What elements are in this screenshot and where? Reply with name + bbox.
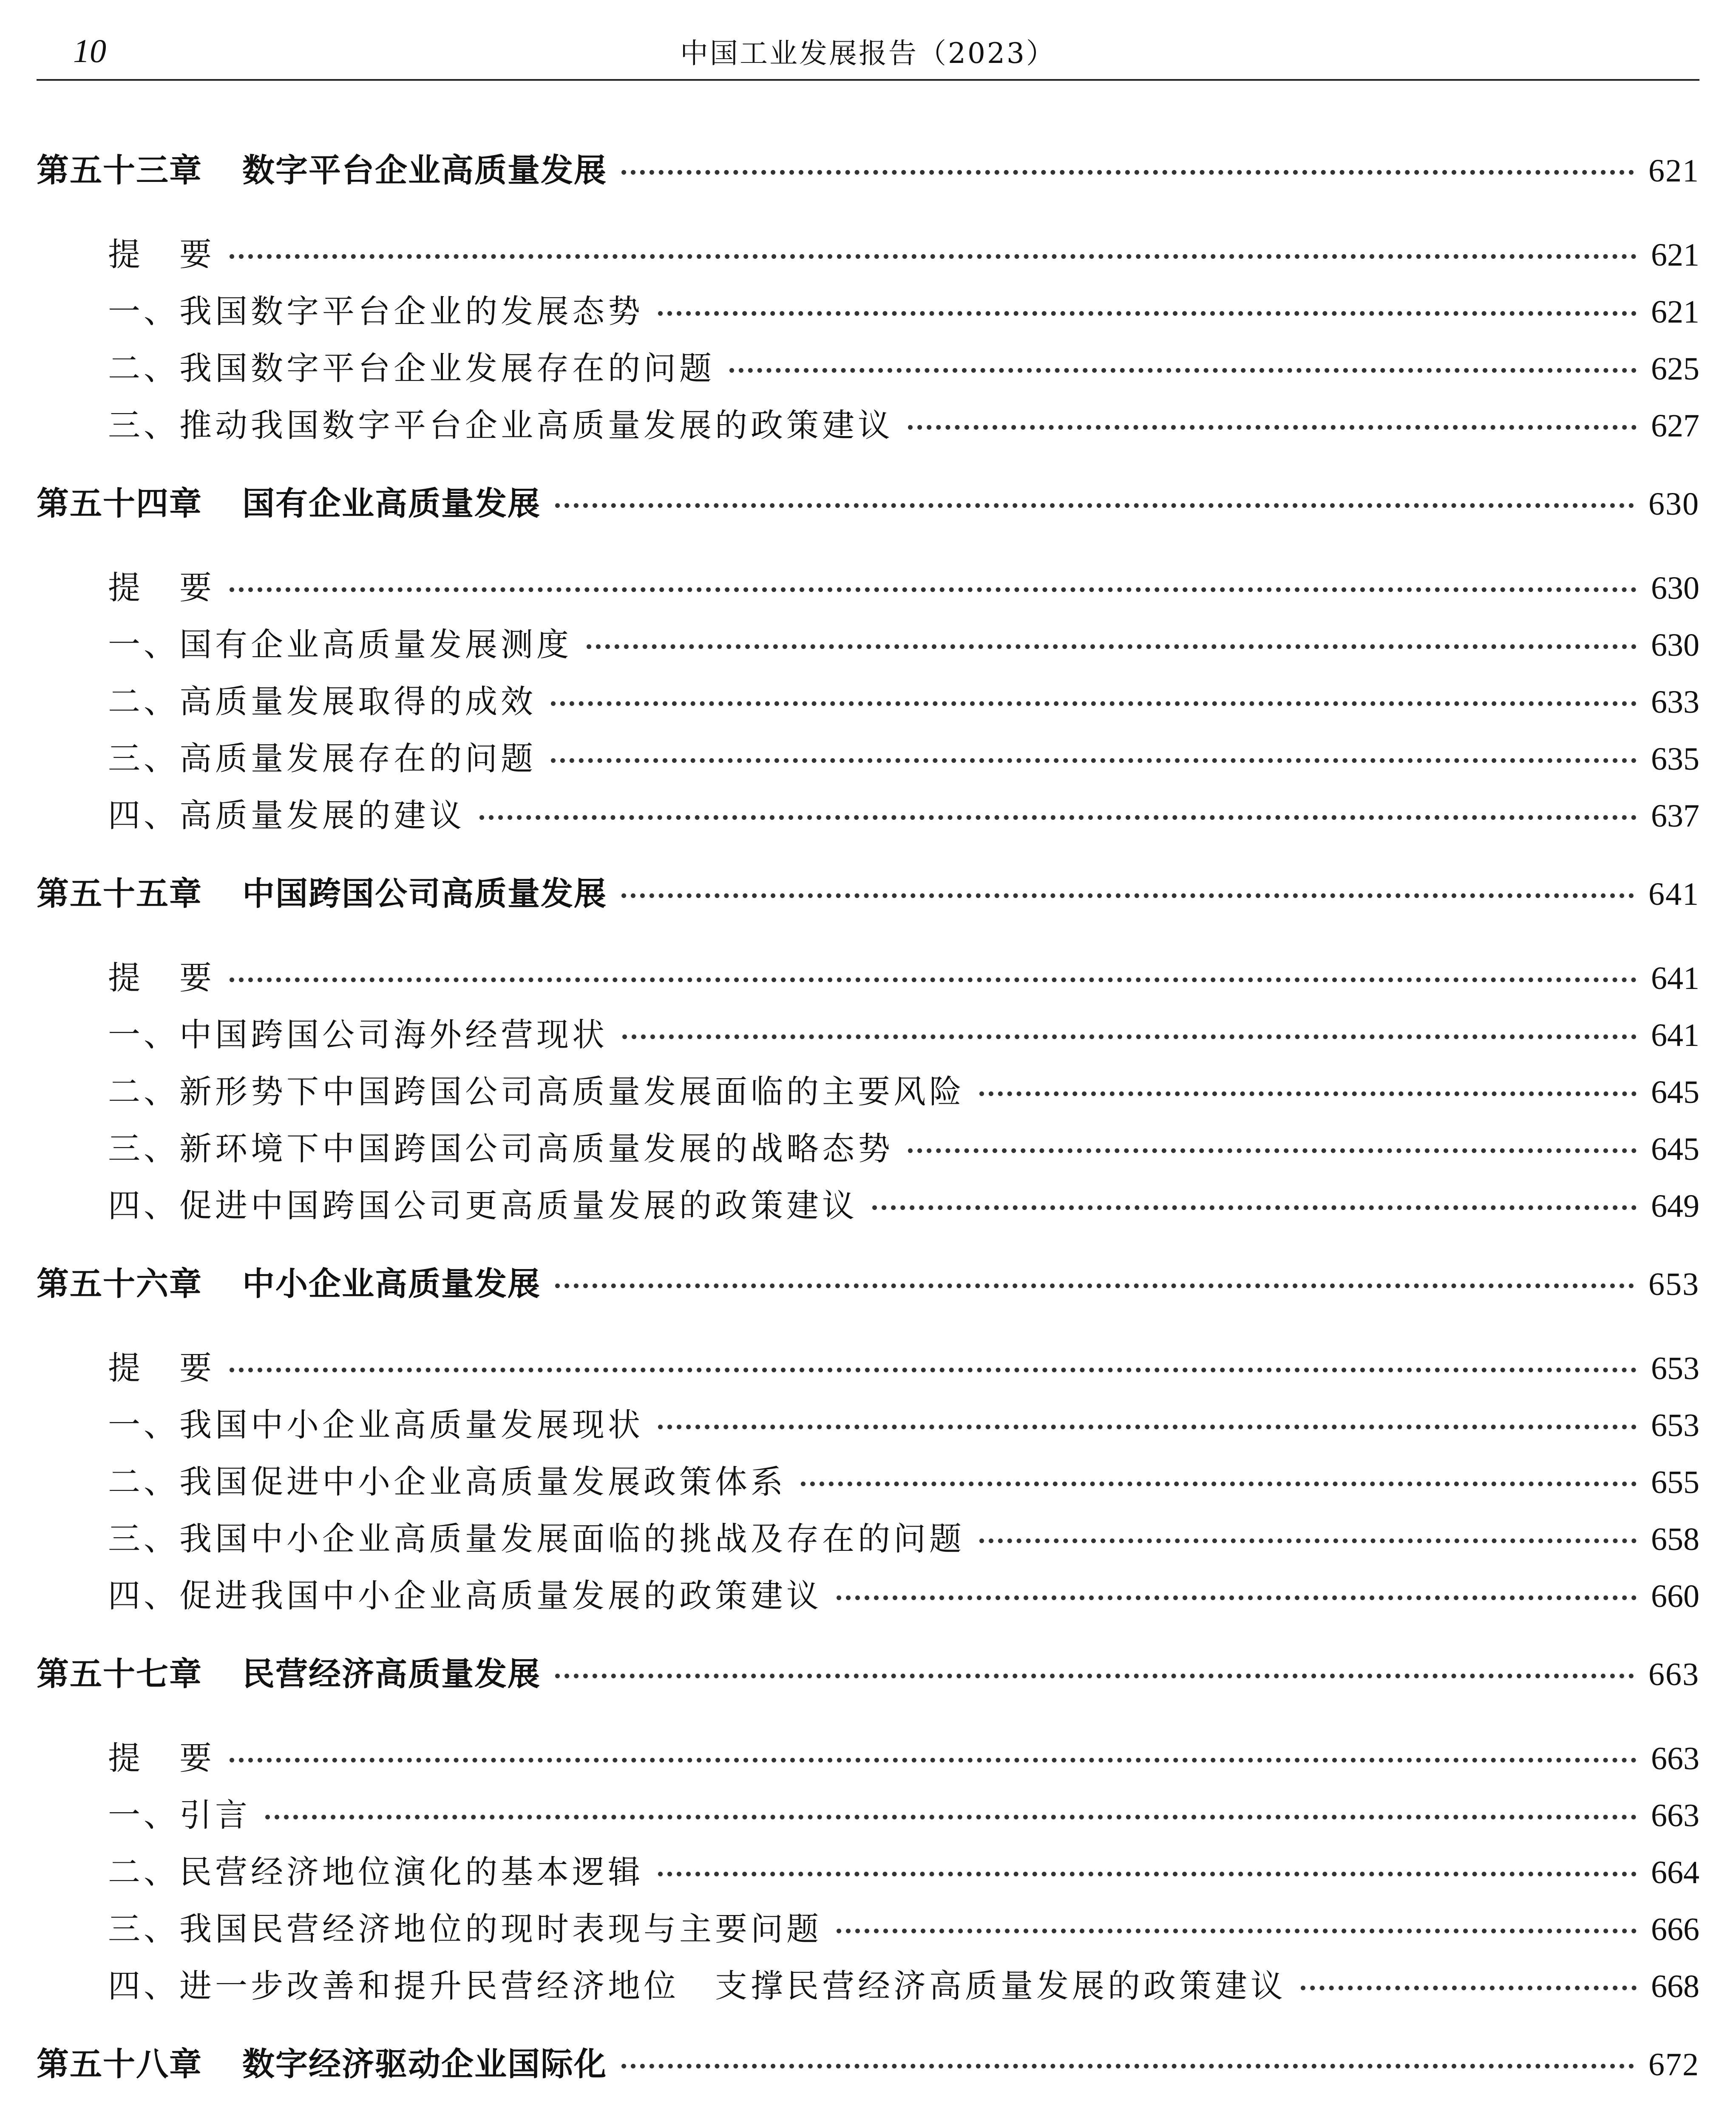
section-title: 提 要	[108, 569, 215, 606]
section-entry[interactable]	[37, 1456, 1699, 1513]
chapter-entry[interactable]	[37, 868, 1699, 923]
chapter-page-number: 630	[1648, 486, 1699, 522]
dot-leader	[658, 1425, 1637, 1429]
section-entry[interactable]	[37, 229, 1699, 286]
dot-leader	[872, 1205, 1637, 1210]
chapter-number: 第五十五章	[37, 875, 202, 912]
section-page-number: 653	[1651, 1351, 1699, 1386]
section-entry[interactable]	[37, 733, 1699, 790]
section-page-number: 663	[1651, 1741, 1699, 1776]
section-title: 提 要	[108, 1349, 215, 1387]
section-entry[interactable]	[37, 1570, 1699, 1627]
chapter-number: 第五十三章	[37, 151, 202, 189]
chapter-page-number: 653	[1648, 1266, 1699, 1302]
running-title: 中国工业发展报告（2023）	[680, 37, 1056, 70]
dot-leader	[230, 254, 1637, 259]
section-page-number: 663	[1651, 1798, 1699, 1833]
chapter-entry[interactable]	[37, 478, 1699, 533]
chapter-title: 中国跨国公司高质量发展	[242, 875, 607, 912]
toc-chapter	[37, 478, 1699, 847]
dot-leader	[837, 1929, 1637, 1933]
section-title: 一、中国跨国公司海外经营现状	[108, 1016, 608, 1054]
chapter-number: 第五十六章	[37, 1265, 202, 1303]
section-title: 提 要	[108, 959, 215, 997]
chapter-heading	[37, 1648, 541, 1694]
chapter-number: 第五十八章	[37, 2045, 202, 2083]
dot-leader	[837, 1595, 1637, 1600]
section-entry[interactable]	[37, 1903, 1699, 1960]
section-title: 四、促进我国中小企业高质量发展的政策建议	[108, 1577, 822, 1615]
chapter-heading	[37, 868, 607, 914]
section-page-number: 641	[1651, 960, 1699, 996]
chapter-entry[interactable]	[37, 1648, 1699, 1703]
chapter-title: 数字平台企业高质量发展	[242, 151, 607, 189]
section-page-number: 655	[1651, 1465, 1699, 1500]
chapter-page-number: 672	[1648, 2047, 1699, 2082]
dot-leader	[555, 1674, 1634, 1678]
chapter-entry[interactable]	[37, 2038, 1699, 2094]
section-page-number: 660	[1651, 1578, 1699, 1614]
section-page-number: 664	[1651, 1855, 1699, 1890]
dot-leader	[479, 815, 1637, 820]
section-list	[37, 2122, 1699, 2125]
section-title: 二、我国数字平台企业发展存在的问题	[108, 349, 715, 387]
table-of-contents	[37, 144, 1699, 2125]
section-title: 四、高质量发展的建议	[108, 796, 465, 834]
section-page-number: 637	[1651, 798, 1699, 834]
section-page-number: 645	[1651, 1131, 1699, 1167]
section-page-number: 635	[1651, 741, 1699, 777]
toc-chapter	[37, 144, 1699, 456]
chapter-page-number: 621	[1648, 153, 1699, 189]
section-title: 四、进一步改善和提升民营经济地位 支撑民营经济高质量发展的政策建议	[108, 1967, 1286, 2005]
chapter-page-number: 663	[1648, 1657, 1699, 1692]
section-page-number: 641	[1651, 1017, 1699, 1053]
section-entry[interactable]	[37, 286, 1699, 343]
section-entry[interactable]	[37, 400, 1699, 456]
dot-leader	[555, 1284, 1634, 1288]
section-list	[37, 229, 1699, 456]
section-entry[interactable]	[37, 2122, 1699, 2125]
section-title: 三、新环境下中国跨国公司高质量发展的战略态势	[108, 1130, 894, 1167]
section-entry[interactable]	[37, 1732, 1699, 1789]
section-entry[interactable]	[37, 619, 1699, 676]
section-page-number: 630	[1651, 627, 1699, 663]
section-entry[interactable]	[37, 343, 1699, 400]
section-list	[37, 1732, 1699, 2017]
toc-chapter	[37, 2038, 1699, 2125]
dot-leader	[230, 978, 1637, 982]
chapter-number: 第五十四章	[37, 484, 202, 522]
chapter-title: 民营经济高质量发展	[242, 1655, 541, 1693]
chapter-number: 第五十七章	[37, 1655, 202, 1693]
dot-leader	[230, 1758, 1637, 1762]
section-entry[interactable]	[37, 1846, 1699, 1903]
section-page-number: 645	[1651, 1074, 1699, 1110]
page-number: 10	[73, 32, 106, 69]
section-title: 四、促进中国跨国公司更高质量发展的政策建议	[108, 1187, 858, 1224]
dot-leader	[265, 1815, 1637, 1819]
dot-leader	[658, 311, 1637, 316]
section-page-number: 666	[1651, 1912, 1699, 1947]
chapter-heading	[37, 1258, 541, 1304]
dot-leader	[551, 701, 1637, 706]
section-entry[interactable]	[37, 1513, 1699, 1570]
section-page-number: 649	[1651, 1188, 1699, 1224]
section-list	[37, 1342, 1699, 1627]
chapter-page-number: 641	[1648, 876, 1699, 912]
dot-leader	[230, 1368, 1637, 1372]
section-title: 提 要	[108, 235, 215, 273]
section-entry[interactable]	[37, 676, 1699, 733]
section-title: 一、我国中小企业高质量发展现状	[108, 1406, 644, 1444]
section-page-number: 658	[1651, 1522, 1699, 1557]
section-title: 二、新形势下中国跨国公司高质量发展面临的主要风险	[108, 1073, 965, 1111]
section-entry[interactable]	[37, 1789, 1699, 1846]
section-title	[108, 2122, 215, 2125]
section-title: 二、我国促进中小企业高质量发展政策体系	[108, 1463, 786, 1501]
dot-leader	[551, 758, 1637, 763]
section-page-number: 633	[1651, 684, 1699, 720]
section-title: 三、我国民营经济地位的现时表现与主要问题	[108, 1910, 822, 1948]
chapter-title: 国有企业高质量发展	[242, 484, 541, 522]
section-page-number: 668	[1651, 1969, 1699, 2004]
chapter-title: 数字经济驱动企业国际化	[242, 2045, 607, 2083]
chapter-entry[interactable]	[37, 1258, 1699, 1313]
section-page-number: 621	[1651, 294, 1699, 330]
section-title: 三、我国中小企业高质量发展面临的挑战及存在的问题	[108, 1520, 965, 1558]
dot-leader	[621, 2064, 1634, 2068]
dot-leader	[621, 170, 1634, 175]
section-entry[interactable]	[37, 790, 1699, 847]
section-page-number: 627	[1651, 408, 1699, 444]
dot-leader	[587, 644, 1637, 649]
dot-leader	[908, 425, 1637, 430]
section-page-number: 630	[1651, 570, 1699, 606]
section-title: 二、高质量发展取得的成效	[108, 683, 536, 720]
section-entry[interactable]	[37, 1180, 1699, 1237]
section-entry[interactable]	[37, 562, 1699, 619]
section-title: 一、国有企业高质量发展测度	[108, 626, 572, 663]
dot-leader	[658, 1872, 1637, 1876]
toc-chapter	[37, 1648, 1699, 2017]
section-entry[interactable]	[37, 952, 1699, 1009]
dot-leader	[555, 503, 1634, 508]
section-title: 一、我国数字平台企业的发展态势	[108, 292, 644, 330]
section-entry[interactable]	[37, 1399, 1699, 1456]
chapter-entry[interactable]	[37, 144, 1699, 200]
dot-leader	[230, 587, 1637, 592]
chapter-heading	[37, 478, 541, 524]
section-entry[interactable]	[37, 1960, 1699, 2017]
section-page-number: 653	[1651, 1408, 1699, 1443]
dot-leader	[908, 1148, 1637, 1153]
chapter-heading	[37, 2038, 607, 2085]
chapter-heading	[37, 144, 607, 191]
dot-leader	[979, 1538, 1637, 1543]
section-list	[37, 952, 1699, 1237]
section-page-number: 625	[1651, 351, 1699, 387]
section-title: 提 要	[108, 1739, 215, 1777]
toc-chapter	[37, 868, 1699, 1237]
dot-leader	[801, 1482, 1637, 1486]
dot-leader	[1301, 1986, 1637, 1990]
section-entry[interactable]	[37, 1342, 1699, 1399]
section-list	[37, 562, 1699, 847]
dot-leader	[621, 893, 1634, 898]
section-entry[interactable]	[37, 1123, 1699, 1180]
section-title: 一、引言	[108, 1796, 251, 1834]
dot-leader	[979, 1091, 1637, 1096]
dot-leader	[729, 368, 1637, 373]
section-title: 三、高质量发展存在的问题	[108, 740, 536, 777]
section-title: 三、推动我国数字平台企业高质量发展的政策建议	[108, 406, 894, 444]
section-entry[interactable]	[37, 1066, 1699, 1123]
toc-chapter	[37, 1258, 1699, 1627]
section-page-number: 621	[1651, 237, 1699, 273]
chapter-title: 中小企业高质量发展	[242, 1265, 541, 1303]
section-title: 二、民营经济地位演化的基本逻辑	[108, 1853, 644, 1891]
header-rule	[37, 79, 1699, 81]
section-entry[interactable]	[37, 1009, 1699, 1066]
dot-leader	[622, 1034, 1637, 1039]
